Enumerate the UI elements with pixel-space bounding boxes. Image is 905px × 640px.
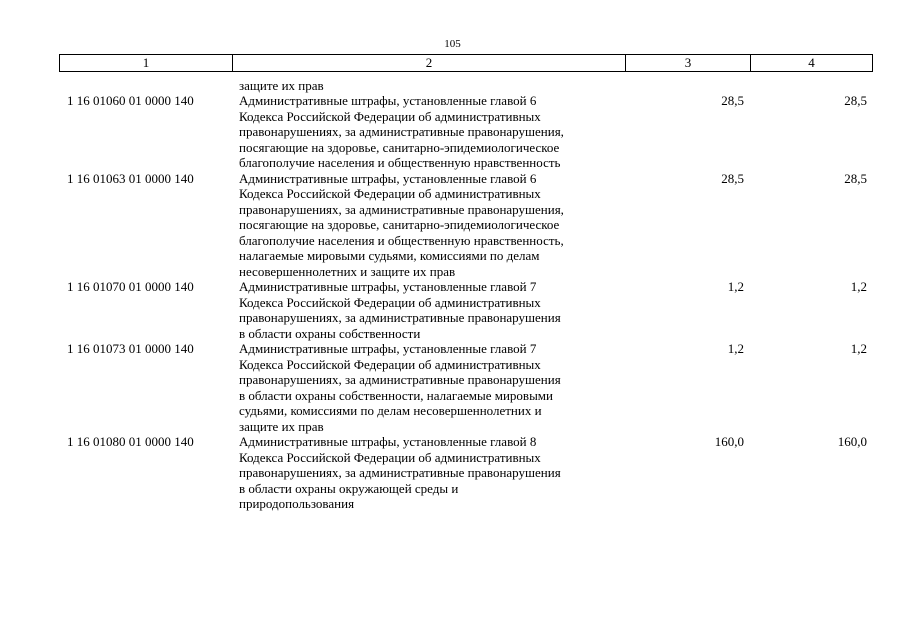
description-line: в области охраны собственности, налагаемые мировыми [239, 387, 553, 403]
table-row [0, 279, 905, 341]
value-column-3: 1,2 [727, 341, 744, 356]
value-column-3: 1,2 [727, 279, 744, 294]
description [239, 171, 629, 280]
value-column-4: 160,0 [837, 434, 867, 449]
description-line: природопользования [239, 496, 355, 511]
description-line: Административные штрафы, установленные главой 7 [239, 279, 537, 294]
description-line: защите их прав [239, 418, 324, 434]
description-line: судьями, комиссиями по делам несовершеннолетних и [239, 403, 542, 418]
table-row [0, 93, 905, 171]
description-line: в области охраны окружающей среды и [239, 480, 459, 496]
continuation-text: защите их прав [239, 78, 324, 93]
description-line: Административные штрафы, установленные главой 8 [239, 434, 537, 449]
description-line: Кодекса Российской Федерации об административных [239, 186, 541, 201]
budget-code: 1 16 01073 01 0000 140 [67, 341, 194, 356]
budget-code: 1 16 01070 01 0000 140 [67, 279, 194, 294]
value-column-4: 28,5 [844, 170, 867, 186]
table-row [0, 434, 905, 512]
value-column-4: 1,2 [850, 279, 867, 294]
budget-code: 1 16 01063 01 0000 140 [67, 170, 194, 186]
column-header-1: 1 [60, 55, 233, 72]
description [239, 279, 629, 341]
description-line: Административные штрафы, установленные главой 6 [239, 170, 537, 186]
description-line: правонарушениях, за административные правонарушения, [239, 124, 564, 139]
column-header-4: 4 [751, 55, 873, 72]
table-body [0, 93, 905, 512]
description-line: несовершеннолетних и защите их прав [239, 263, 456, 279]
value-column-3: 28,5 [721, 170, 744, 186]
description-line: налагаемые мировыми судьями, комиссиями по делам [239, 248, 540, 263]
description-line: благополучие населения и общественную нравственность [239, 155, 561, 170]
value-column-3: 28,5 [721, 93, 744, 108]
table-row [0, 341, 905, 434]
page-number: 105 [444, 38, 461, 50]
description [239, 93, 629, 171]
column-header-3: 3 [626, 55, 751, 72]
budget-code: 1 16 01060 01 0000 140 [67, 93, 194, 108]
description-line: Кодекса Российской Федерации об административных [239, 108, 541, 124]
value-column-4: 1,2 [850, 341, 867, 356]
description-line: Административные штрафы, установленные главой 6 [239, 93, 537, 108]
description-line: Кодекса Российской Федерации об административных [239, 294, 541, 310]
table-row [0, 171, 905, 280]
description-line: посягающие на здоровье, санитарно-эпидемиологическое [239, 217, 560, 232]
description-line: Кодекса Российской Федерации об административных [239, 449, 541, 465]
description-line: правонарушениях, за административные правонарушения [239, 310, 561, 325]
budget-code: 1 16 01080 01 0000 140 [67, 434, 194, 449]
value-column-4: 28,5 [844, 93, 867, 108]
column-header-row [60, 55, 873, 72]
description-line: правонарушениях, за административные правонарушения [239, 372, 561, 387]
column-header-table [59, 54, 873, 72]
description-line: благополучие населения и общественную нравственность, [239, 232, 564, 248]
description-line: Кодекса Российской Федерации об административных [239, 356, 541, 372]
description-line: правонарушениях, за административные правонарушения, [239, 201, 564, 217]
description-line: в области охраны собственности [239, 325, 421, 341]
column-header-2: 2 [233, 55, 626, 72]
description-line: правонарушениях, за административные правонарушения [239, 465, 561, 480]
description [239, 341, 629, 434]
description-line: посягающие на здоровье, санитарно-эпидемиологическое [239, 139, 560, 155]
value-column-3: 160,0 [714, 434, 744, 449]
description-line: Административные штрафы, установленные главой 7 [239, 341, 537, 356]
description [239, 434, 629, 512]
